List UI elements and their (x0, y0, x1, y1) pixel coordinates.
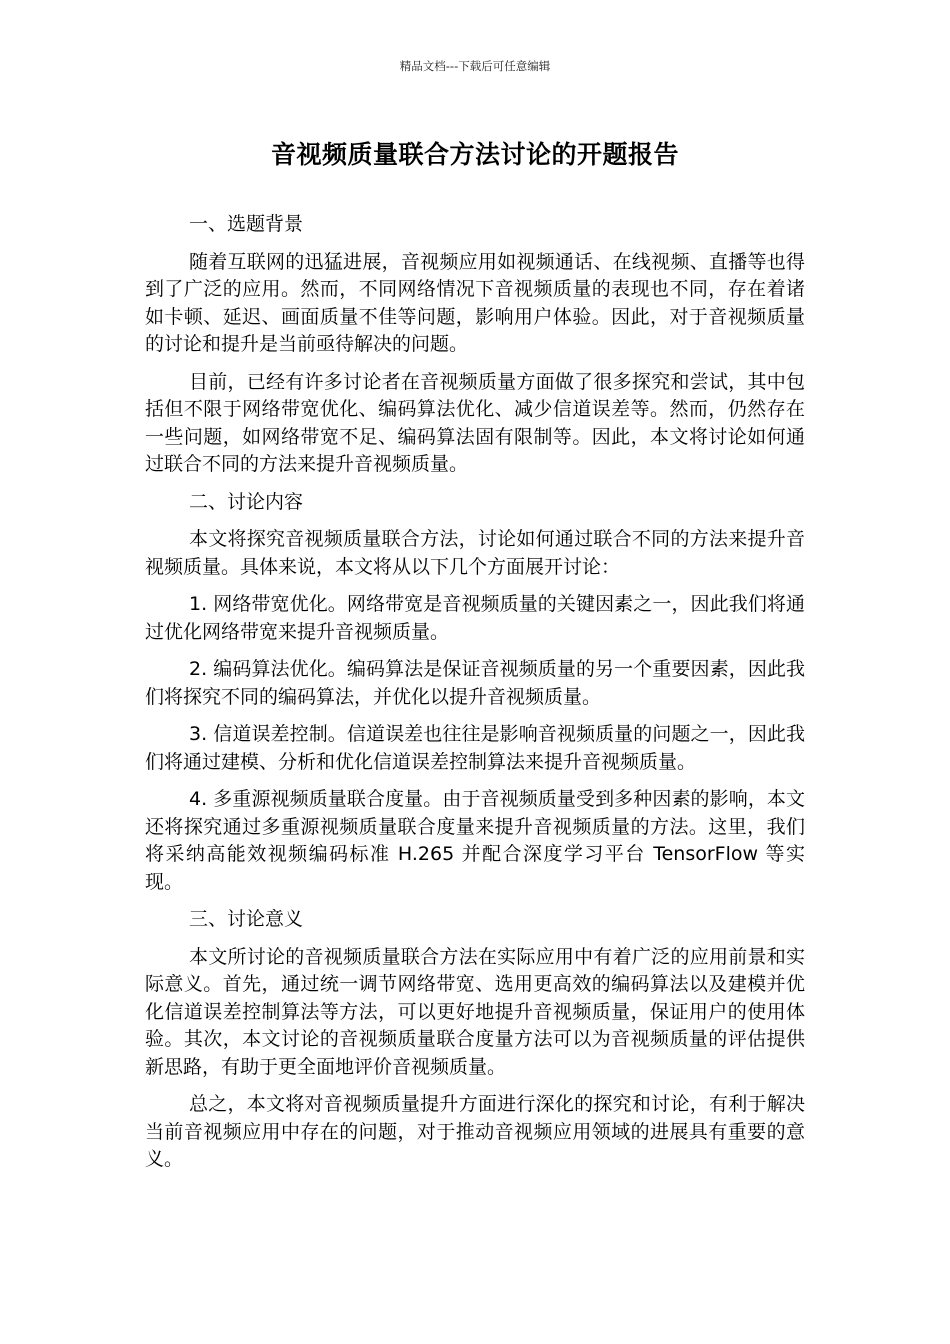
paragraph: 本文将探究音视频质量联合方法，讨论如何通过联合不同的方法来提升音视频质量。具体来说，本文将从以下几个方面展开讨论： (145, 528, 805, 578)
list-item-paragraph: 4. 多重源视频质量联合度量。由于音视频质量受到多种因素的影响，本文还将探究通过多重源视频质量联合度量来提升音视频质量的方法。这里，我们将采纳高能效视频编码标准 H.265 并配合深度学习平台 TensorFlow 等实现。 (145, 788, 805, 893)
section-heading-significance: 三、讨论意义 (189, 908, 304, 930)
paragraph: 总之，本文将对音视频质量提升方面进行深化的探究和讨论，有利于解决当前音视频应用中存在的问题，对于推动音视频应用领域的进展具有重要的意义。 (145, 1093, 805, 1170)
list-item-paragraph: 1. 网络带宽优化。网络带宽是音视频质量的关键因素之一，因此我们将通过优化网络带宽来提升音视频质量。 (145, 593, 805, 643)
document-title: 音视频质量联合方法讨论的开题报告 (270, 140, 679, 169)
paragraph: 目前，已经有许多讨论者在音视频质量方面做了很多探究和尝试，其中包括但不限于网络带宽优化、编码算法优化、减少信道误差等。然而，仍然存在一些问题，如网络带宽不足、编码算法固有限制等。因此，本文将讨论如何通过联合不同的方法来提升音视频质量。 (145, 370, 805, 475)
section-heading-content: 二、讨论内容 (189, 490, 304, 513)
page-header-note: 精品文档---下载后可任意编辑 (399, 59, 551, 73)
section-heading-background: 一、选题背景 (189, 213, 304, 235)
list-item-paragraph: 2. 编码算法优化。编码算法是保证音视频质量的另一个重要因素，因此我们将探究不同的编码算法，并优化以提升音视频质量。 (145, 658, 805, 708)
paragraph: 本文所讨论的音视频质量联合方法在实际应用中有着广泛的应用前景和实际意义。首先，通过统一调节网络带宽、选用更高效的编码算法以及建模并优化信道误差控制算法等方法，可以更好地提升音视频质量，保证用户的使用体验。其次，本文讨论的音视频质量联合度量方法可以为音视频质量的评估提供新思路，有助于更全面地评价音视频质量。 (145, 945, 805, 1078)
list-item-paragraph: 3. 信道误差控制。信道误差也往往是影响音视频质量的问题之一，因此我们将通过建模、分析和优化信道误差控制算法来提升音视频质量。 (145, 723, 805, 773)
document-body (145, 211, 805, 1184)
paragraph: 随着互联网的迅猛进展，音视频应用如视频通话、在线视频、直播等也得到了广泛的应用。然而，不同网络情况下音视频质量的表现也不同，存在着诸如卡顿、延迟、画面质量不佳等问题，影响用户体验。因此，对于音视频质量的讨论和提升是当前亟待解决的问题。 (145, 250, 805, 355)
